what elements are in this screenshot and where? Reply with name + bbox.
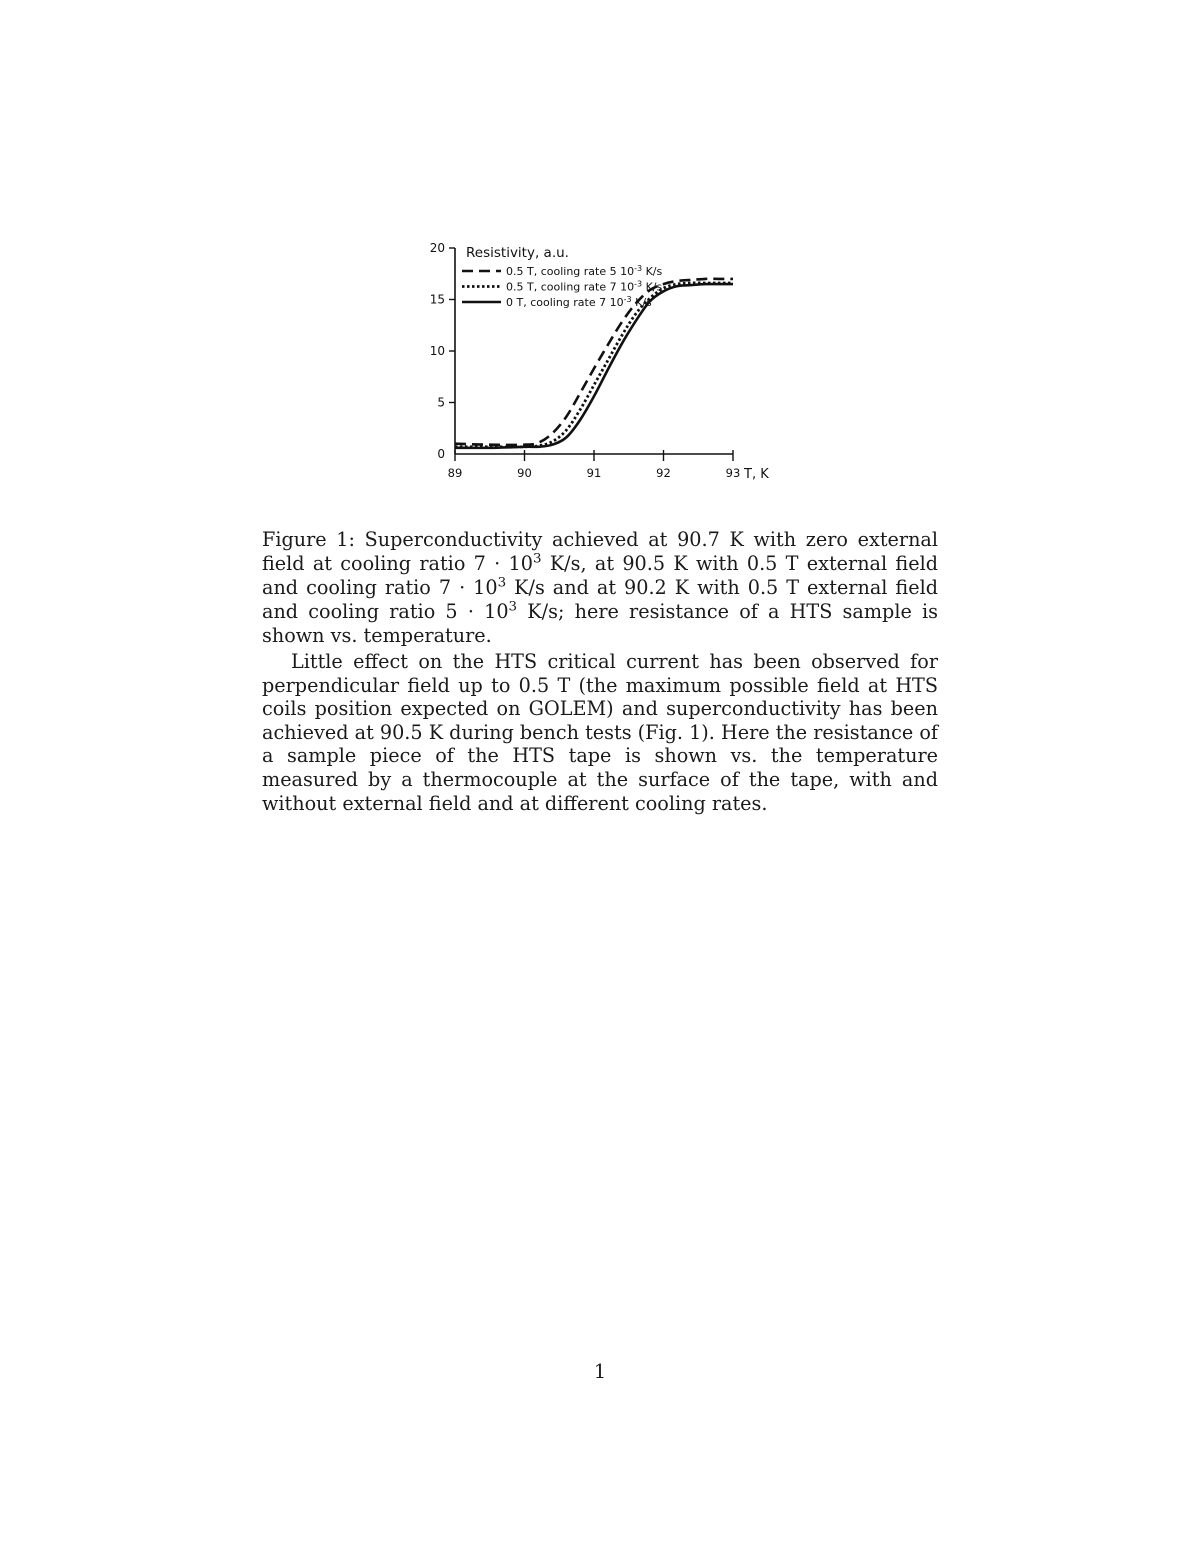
caption-text-2: K/s, at 90.5 K with 0.5 T external field and cooling ratio 7 · 10	[262, 552, 938, 599]
y-tick-label: 5	[437, 395, 445, 410]
y-tick-label: 10	[429, 344, 445, 358]
caption-exponent-2: 3	[497, 575, 507, 591]
legend-label-dashed: 0.5 T, cooling rate 5 $10^{-3}$ K/s	[506, 264, 663, 278]
figure-1-chart	[415, 235, 785, 495]
resistivity-chart	[415, 235, 785, 495]
x-tick-label: 90	[517, 466, 532, 480]
legend-label-solid: 0 T, cooling rate 7 $10^{-3}$ K/s	[506, 295, 652, 309]
legend-label-dotted: 0.5 T, cooling rate 7 $10^{-3}$ K/s	[506, 279, 663, 294]
caption-exponent-1: 3	[532, 551, 542, 567]
x-tick-label: 92	[656, 466, 671, 480]
chart-title: Resistivity, a.u.	[466, 245, 569, 261]
body-paragraph: Little effect on the HTS critical current has been observed for perpendicular field up to 0.5 T (the maximum possible field at HTS coils position expected on GOLEM) and superconductivity has been achieved at 90.5 K during bench tests (Fig. 1). Here the resistance of a sample piece of the HTS tape is shown vs. the temperature measured by a thermocouple at the surface of the tape, with and without external field and at different cooling rates.	[262, 650, 938, 815]
y-tick-label: 0	[437, 447, 445, 461]
x-tick-label: 91	[586, 466, 602, 480]
x-tick-label: 89	[447, 466, 463, 480]
caption-exponent-3: 3	[508, 599, 518, 615]
y-tick-label: 20	[429, 241, 445, 255]
x-tick-label: 93	[725, 466, 741, 480]
x-axis-label: T, K	[744, 467, 769, 482]
caption-text-4: K/s; here resistance of a HTS sample is shown vs. temperature.	[262, 600, 938, 647]
caption-text-1: Figure 1: Superconductivity achieved at 90.7 K with zero external field at cooling ratio 7 · 10	[262, 528, 938, 575]
y-tick-label: 15	[429, 292, 445, 307]
page-number: 1	[593, 1360, 607, 1383]
figure-caption	[262, 528, 938, 648]
caption-text-3: K/s and at 90.2 K with 0.5 T external field and cooling ratio 5 · 10	[262, 576, 938, 623]
